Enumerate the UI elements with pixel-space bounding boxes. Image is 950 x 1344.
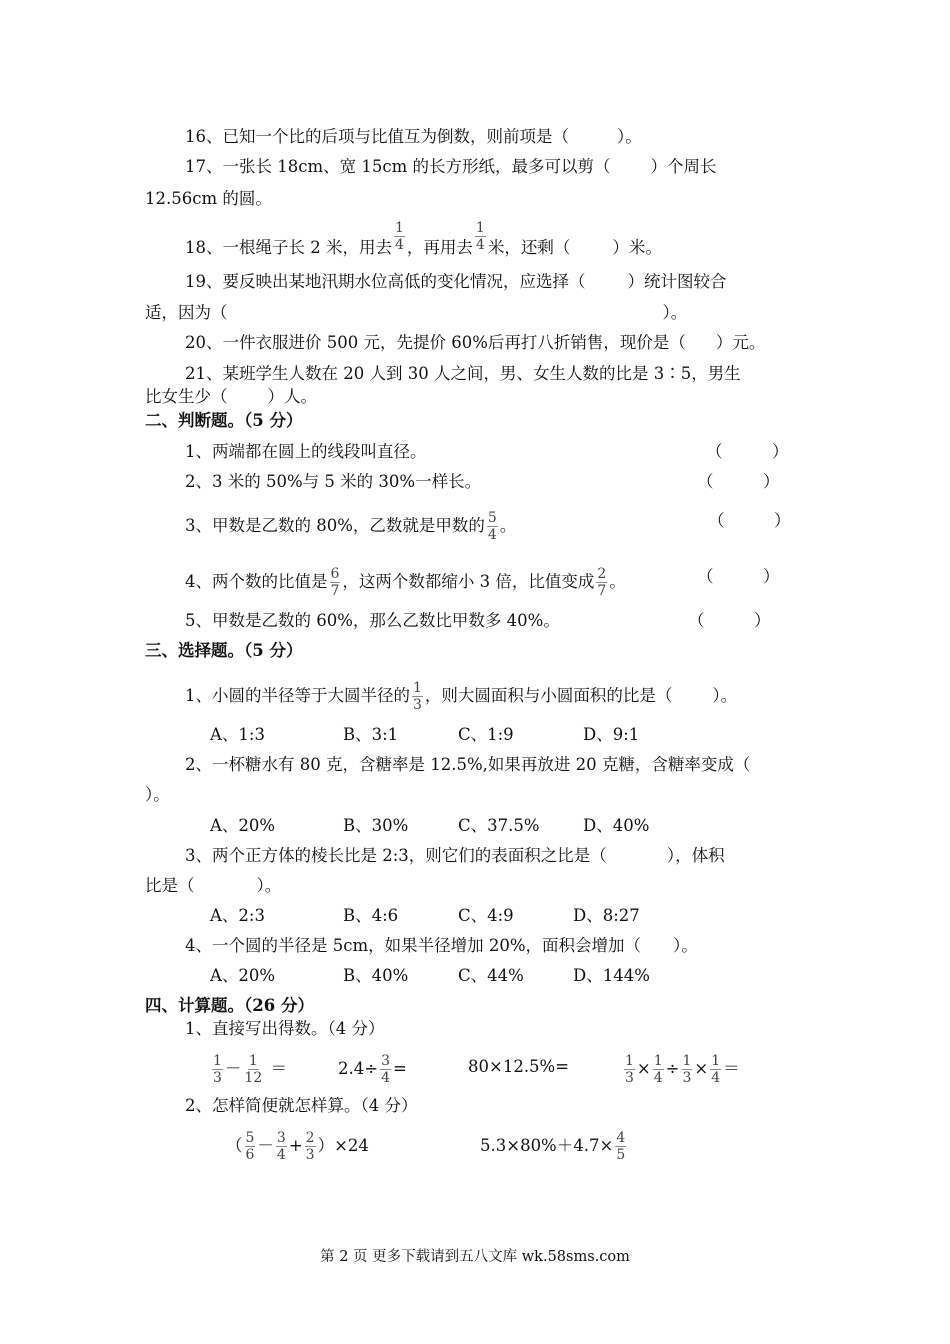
choice-q2-option-b[interactable]: B、30% <box>343 816 409 835</box>
fraction: $\frac{4}{5}$ <box>616 1130 626 1163</box>
q17-line1: 17、一张长 18cm、宽 15cm 的长方形纸，最多可以剪（ ）个周长 <box>185 157 717 176</box>
choice-q3-option-a[interactable]: A、2:3 <box>210 906 265 925</box>
choice-q1-option-c[interactable]: C、1:9 <box>458 725 514 744</box>
calc-expr-2: 2.4÷ $\frac{3}{4}$ = <box>338 1053 407 1086</box>
fraction: $\frac{3}{4}$ <box>276 1130 286 1163</box>
fraction: $\frac{3}{4}$ <box>381 1053 390 1086</box>
fraction: $\frac{5}{6}$ <box>245 1130 255 1163</box>
calc-expr-4: $\frac{1}{3}$ × $\frac{1}{4}$ ÷ $\frac{1}{3}$ × $\frac{1}{4}$ ＝ <box>625 1053 740 1086</box>
choice-q2-line2: ）。 <box>145 785 170 804</box>
choice-q1-option-d[interactable]: D、9:1 <box>583 725 640 744</box>
q17-line2: 12.56cm 的圆。 <box>145 189 272 208</box>
calc-s2-title: 2、怎样简便就怎样算。（4 分） <box>185 1096 418 1115</box>
choice-q1-option-b[interactable]: B、3:1 <box>343 725 399 744</box>
answer-paren: （ ） <box>688 611 771 630</box>
judge-heading: 二、判断题。（5 分） <box>145 411 303 430</box>
choice-q2-line1: 2、一杯糖水有 80 克，含糖率是 12.5%,如果再放进 20 克糖，含糖率变成（ <box>185 755 751 774</box>
choice-q3-line2: 比是（ ）。 <box>145 876 282 895</box>
calc-s2-expr-1: （ $\frac{5}{6}$ － $\frac{3}{4}$ + $\frac{2}{3}$ ）×24 <box>226 1130 369 1163</box>
q18: 18、一根绳子长 2 米，用去 $\frac{1}{4}$ ，再用去 $\frac{1}{4}$ 米，还剩（ ）米。 <box>185 220 662 257</box>
fraction: $\frac{1}{4}$ <box>394 220 404 253</box>
calc-expr-3: 80×12.5%= <box>468 1057 570 1076</box>
q19-line2: 适，因为（ ）。 <box>145 303 688 322</box>
choice-q3-option-b[interactable]: B、4:6 <box>343 906 399 925</box>
calc-heading: 四、计算题。（26 分） <box>145 996 314 1015</box>
judge-item-1: 1、两端都在圆上的线段叫直径。 <box>185 442 427 461</box>
fraction: $\frac{1}{4}$ <box>653 1053 663 1086</box>
q19-line1: 19、要反映出某地汛期水位高低的变化情况，应选择（ ）统计图较合 <box>185 272 727 291</box>
choice-q3-option-c[interactable]: C、4:9 <box>458 906 514 925</box>
answer-paren: （ ） <box>708 511 791 530</box>
page-footer: 第 2 页 更多下载请到五八文库 wk.58sms.com <box>320 1249 630 1265</box>
calc-s2-expr-2: 5.3×80%＋4.7× $\frac{4}{5}$ <box>480 1130 626 1163</box>
choice-q4-option-c[interactable]: C、44% <box>458 966 524 985</box>
answer-paren: （ ） <box>697 567 780 586</box>
choice-q4-option-d[interactable]: D、144% <box>573 966 650 985</box>
choice-q2-option-a[interactable]: A、20% <box>210 816 276 835</box>
fraction: $\frac{2}{3}$ <box>305 1130 315 1163</box>
fraction: $\frac{1}{12}$ <box>244 1053 263 1086</box>
fraction: $\frac{1}{4}$ <box>475 220 485 253</box>
judge-item-5: 5、甲数是乙数的 60%，那么乙数比甲数多 40%。 <box>185 611 560 630</box>
fraction: $\frac{1}{4}$ <box>711 1053 721 1086</box>
choice-q2-option-c[interactable]: C、37.5% <box>458 816 540 835</box>
q16: 16、已知一个比的后项与比值互为倒数，则前项是（ ）。 <box>185 127 642 146</box>
judge-item-2: 2、3 米的 50%与 5 米的 30%一样长。 <box>185 472 482 491</box>
answer-paren: （ ） <box>697 472 780 491</box>
fraction: $\frac{6}{7}$ <box>330 566 340 599</box>
choice-q3-line1: 3、两个正方体的棱长比是 2:3，则它们的表面积之比是（ ），体积 <box>185 846 725 865</box>
fraction: $\frac{5}{4}$ <box>487 510 497 543</box>
fraction: $\frac{1}{3}$ <box>625 1053 634 1086</box>
calc-s1-title: 1、直接写出得数。（4 分） <box>185 1019 385 1038</box>
choice-q4-option-b[interactable]: B、40% <box>343 966 409 985</box>
choice-q4-option-a[interactable]: A、20% <box>210 966 276 985</box>
choice-q1: 1、小圆的半径等于大圆半径的 $\frac{1}{3}$ ，则大圆面积与小圆面积的比是（ ）。 <box>185 680 738 713</box>
choice-q3-option-d[interactable]: D、8:27 <box>573 906 640 925</box>
calc-expr-1: $\frac{1}{3}$ － $\frac{1}{12}$ ＝ <box>213 1053 287 1086</box>
q21-line2: 比女生少（ ）人。 <box>145 387 317 406</box>
q20: 20、一件衣服进价 500 元，先提价 60%后再打八折销售，现价是（ ）元。 <box>185 333 766 352</box>
fraction: $\frac{2}{7}$ <box>597 566 607 599</box>
judge-item-3: 3、甲数是乙数的 80%，乙数就是甲数的 $\frac{5}{4}$ 。 <box>185 510 517 543</box>
q21-line1: 21、某班学生人数在 20 人到 30 人之间，男、女生人数的比是 3∶5，男生 <box>185 364 741 383</box>
choice-heading: 三、选择题。（5 分） <box>145 641 303 660</box>
choice-q2-option-d[interactable]: D、40% <box>583 816 650 835</box>
answer-paren: （ ） <box>706 442 789 461</box>
fraction: $\frac{1}{3}$ <box>413 680 422 713</box>
fraction: $\frac{1}{3}$ <box>213 1053 222 1086</box>
choice-q4: 4、一个圆的半径是 5cm，如果半径增加 20%，面积会增加（ ）。 <box>185 936 698 955</box>
judge-item-4: 4、两个数的比值是 $\frac{6}{7}$ ，这两个数都缩小 3 倍，比值变成 $\frac{2}{7}$ 。 <box>185 566 626 599</box>
fraction: $\frac{1}{3}$ <box>682 1053 692 1086</box>
choice-q1-option-a[interactable]: A、1:3 <box>210 725 265 744</box>
